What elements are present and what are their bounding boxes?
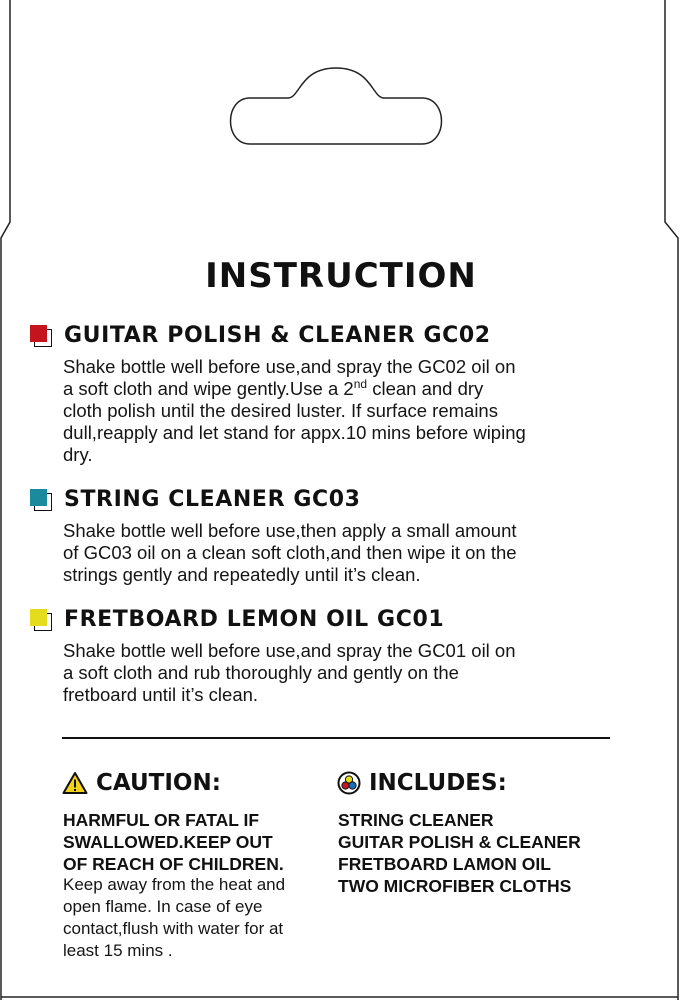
section-body-fretboard-oil: Shake bottle well before use,and spray the GC01 oil on a soft cloth and rub thoroughly and gently on the fretboard until it’s clean. [63,640,516,705]
caution-warning: HARMFUL OR FATAL IF SWALLOWED.KEEP OUT OF REACH OF CHILDREN. [63,810,284,874]
list-item: STRING CLEANER [338,810,494,830]
list-item: FRETBOARD LAMON OIL [338,854,551,874]
red-square-icon [30,325,52,347]
three-circles-icon [337,771,361,795]
includes-list [338,809,581,897]
section-body-string-cleaner: Shake bottle well before use,then apply a small amount of GC03 oil on a clean soft cloth,and then wipe it on the strings gently and repeatedly until it’s clean. [63,520,517,585]
hang-hole [231,68,442,144]
section-heading-guitar-polish: GUITAR POLISH & CLEANER GC02 [30,323,491,348]
list-item: TWO MICROFIBER CLOTHS [338,876,572,896]
section-heading-fretboard-oil: FRETBOARD LEMON OIL GC01 [30,607,444,632]
divider [62,737,610,739]
yellow-square-icon [30,609,52,631]
list-item: GUITAR POLISH & CLEANER [338,832,581,852]
warning-icon [62,771,88,795]
section-body-guitar-polish: Shake bottle well before use,and spray the GC02 oil on a soft cloth and wipe gently.Use a 2nd clean and dry cloth polish until the desired luster. If surface remains dull,reapply and let stand for appx.10 mins before wiping dry. [63,356,526,465]
caution-note: Keep away from the heat and open flame. In case of eye contact,flush with water for at least 15 mins . [63,875,286,960]
page-title: INSTRUCTION [205,256,477,296]
caution-heading: CAUTION: [62,770,221,796]
includes-heading: INCLUDES: [337,770,507,796]
section-heading-string-cleaner: STRING CLEANER GC03 [30,487,361,512]
teal-square-icon [30,489,52,511]
